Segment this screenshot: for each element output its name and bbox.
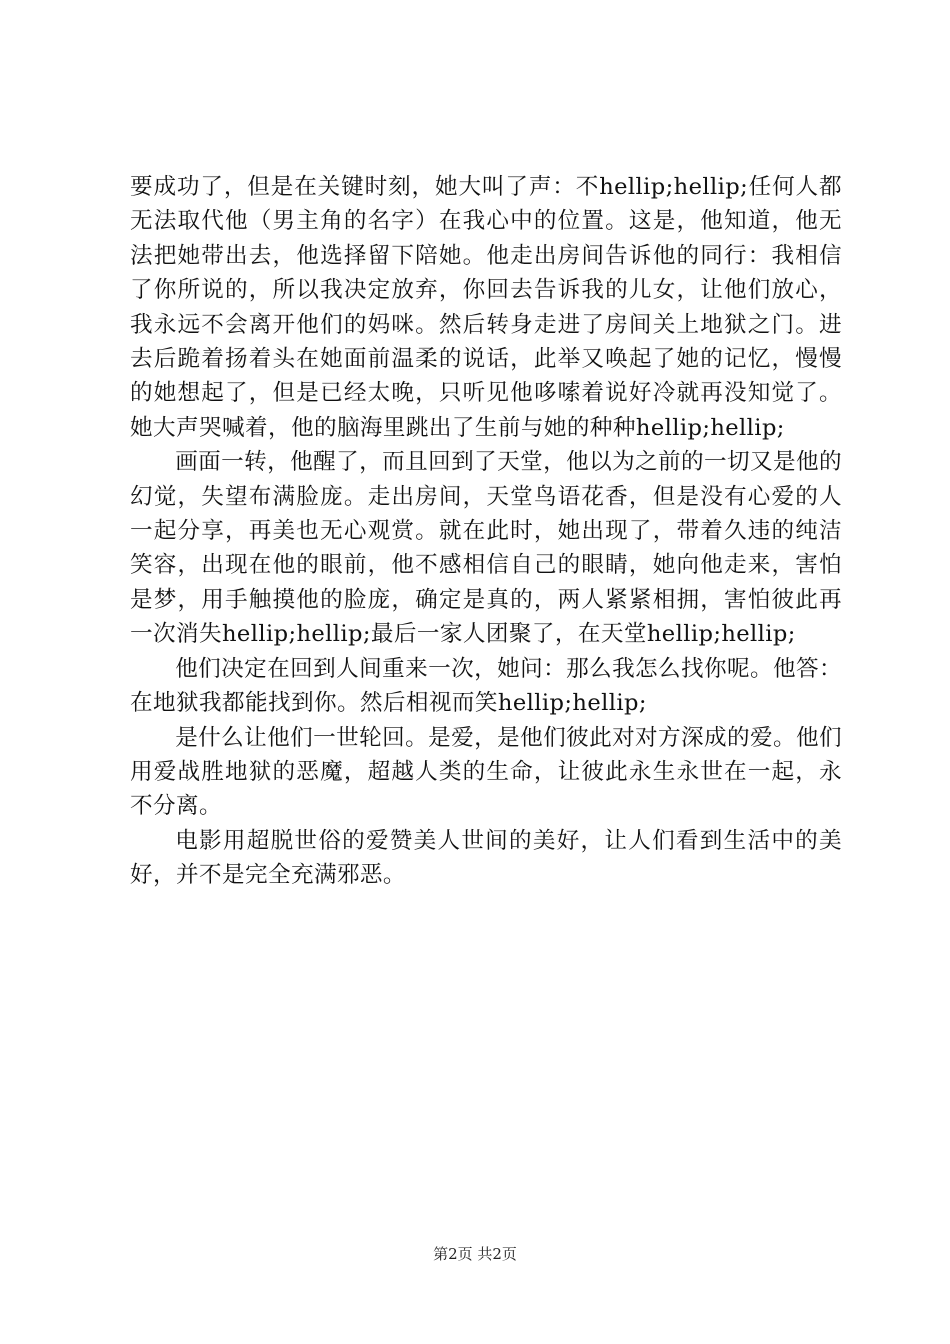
paragraph-return-to-earth: 他们决定在回到人间重来一次，她问：那么我怎么找你呢。他答：在地狱我都能找到你。然后相视而笑hellip;hellip; (130, 655, 843, 717)
paragraph-conclusion: 电影用超脱世俗的爱赞美人世间的美好，让人们看到生活中的美好，并不是完全充满邪恶。 (130, 827, 842, 889)
paragraph-heaven-reunion: 画面一转，他醒了，而且回到了天堂，他以为之前的一切又是他的幻觉，失望布满脸庞。走出房间，天堂鸟语花香，但是没有心爱的人一起分享，再美也无心观赏。就在此时，她出现了，带着久违的纯洁笑容，出现在他的眼前，他不感相信自己的眼睛，她向他走来，害怕是梦，用手触摸他的脸庞，确定是真的，两人紧紧相拥，害怕彼此再一次消失hellip;hellip;最后一家人团聚了，在天堂hellip;hellip; (130, 449, 843, 648)
paragraph-love-theme: 是什么让他们一世轮回。是爱，是他们彼此对对方深成的爱。他们用爱战胜地狱的恶魔，超越人类的生命，让彼此永生永世在一起，永不分离。 (130, 724, 843, 820)
body-text (130, 170, 842, 893)
paragraph-continuation: 要成功了，但是在关键时刻，她大叫了声：不hellip;hellip;任何人都无法取代他（男主角的名字）在我心中的位置。这是，他知道，他无法把她带出去，他选择留下陪她。他走出房间告诉他的同行：我相信了你所说的，所以我决定放弃，你回去告诉我的儿女，让他们放心，我永远不会离开他们的妈咪。然后转身走进了房间关上地狱之门。进去后跪着扬着头在她面前温柔的说话，此举又唤起了她的记忆，慢慢的她想起了，但是已经太晚，只听见他哆嗦着说好冷就再没知觉了。她大声哭喊着，他的脑海里跳出了生前与她的种种hellip;hellip; (130, 174, 842, 441)
page-footer: 第2页 共2页 (433, 1245, 517, 1263)
